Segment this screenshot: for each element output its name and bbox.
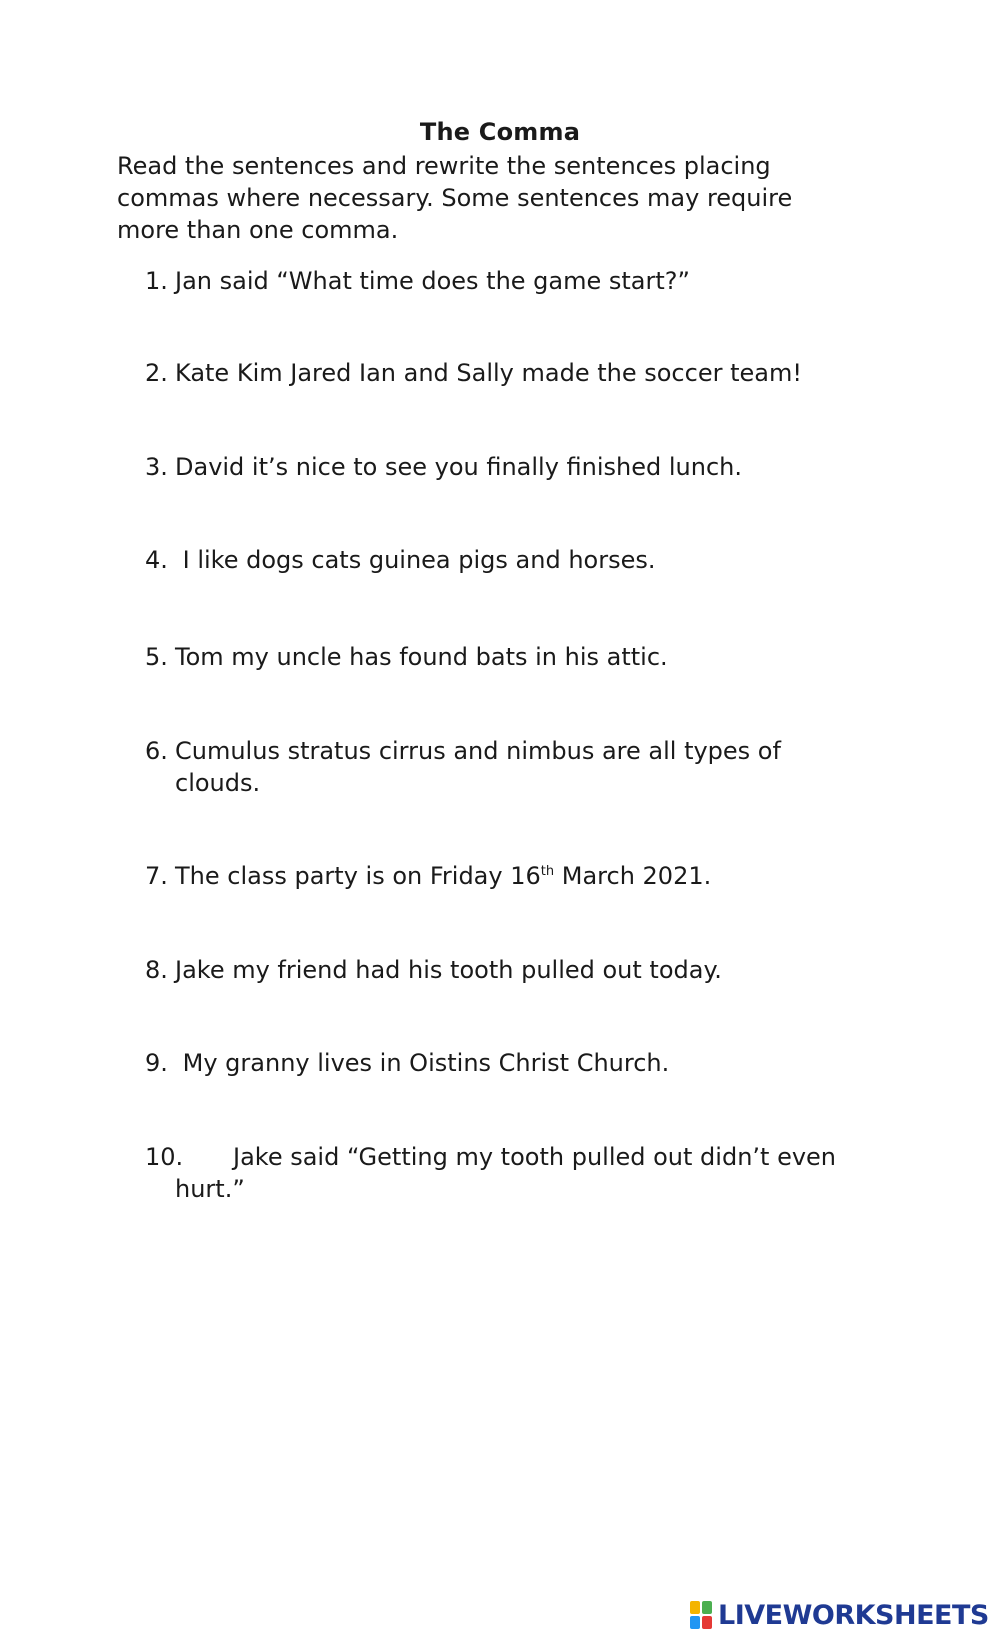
sentence-item-7: [145, 860, 895, 892]
item-number: 6.: [145, 737, 168, 765]
ordinal-suffix: th: [540, 864, 555, 879]
sentence-item-3: [145, 451, 895, 483]
liveworksheets-logo-icon: [690, 1600, 714, 1630]
item-text: David it’s nice to see you finally finished lunch.: [175, 453, 743, 481]
sentence-item-6: [145, 735, 895, 799]
item-number: 1.: [145, 267, 168, 295]
item-text: Jan said “What time does the game start?”: [175, 267, 690, 295]
item-number: 10.: [145, 1143, 184, 1171]
item-text-continued: hurt.”: [175, 1175, 245, 1203]
item-number: 7.: [145, 862, 168, 890]
brand-name: LIVEWORKSHEETS: [718, 1599, 989, 1631]
item-number: 8.: [145, 956, 168, 984]
item-number: 2.: [145, 359, 168, 387]
item-number: 4.: [145, 546, 168, 574]
item-text: Jake my friend had his tooth pulled out today.: [175, 956, 722, 984]
item-text-continued: clouds.: [175, 769, 261, 797]
sentence-item-8: [145, 954, 895, 986]
sentence-item-10: [145, 1141, 895, 1205]
item-text: Jake said “Getting my tooth pulled out didn’t even: [233, 1143, 837, 1171]
item-text: Tom my uncle has found bats in his attic.: [175, 643, 668, 671]
item-text: My granny lives in Oistins Christ Church.: [175, 1049, 670, 1077]
item-text: Kate Kim Jared Ian and Sally made the soccer team!: [175, 359, 802, 387]
worksheet-title: The Comma: [419, 118, 581, 146]
instructions: Read the sentences and rewrite the sentences placing commas where necessary. Some sentences may require more than one comma.: [117, 152, 793, 244]
item-number: 9.: [145, 1049, 168, 1077]
sentence-item-4: [145, 544, 895, 576]
sentence-item-5: [145, 641, 895, 673]
item-text-after: March 2021.: [554, 862, 712, 890]
item-number: 5.: [145, 643, 168, 671]
sentence-item-9: [145, 1047, 895, 1079]
item-text: Cumulus stratus cirrus and nimbus are all types of: [175, 737, 781, 765]
item-text: I like dogs cats guinea pigs and horses.: [175, 546, 656, 574]
sentence-item-1: [145, 265, 895, 297]
item-text: The class party is on Friday 16: [175, 862, 541, 890]
item-number: 3.: [145, 453, 168, 481]
liveworksheets-logo: [690, 1598, 989, 1632]
sentence-item-2: [145, 357, 895, 389]
